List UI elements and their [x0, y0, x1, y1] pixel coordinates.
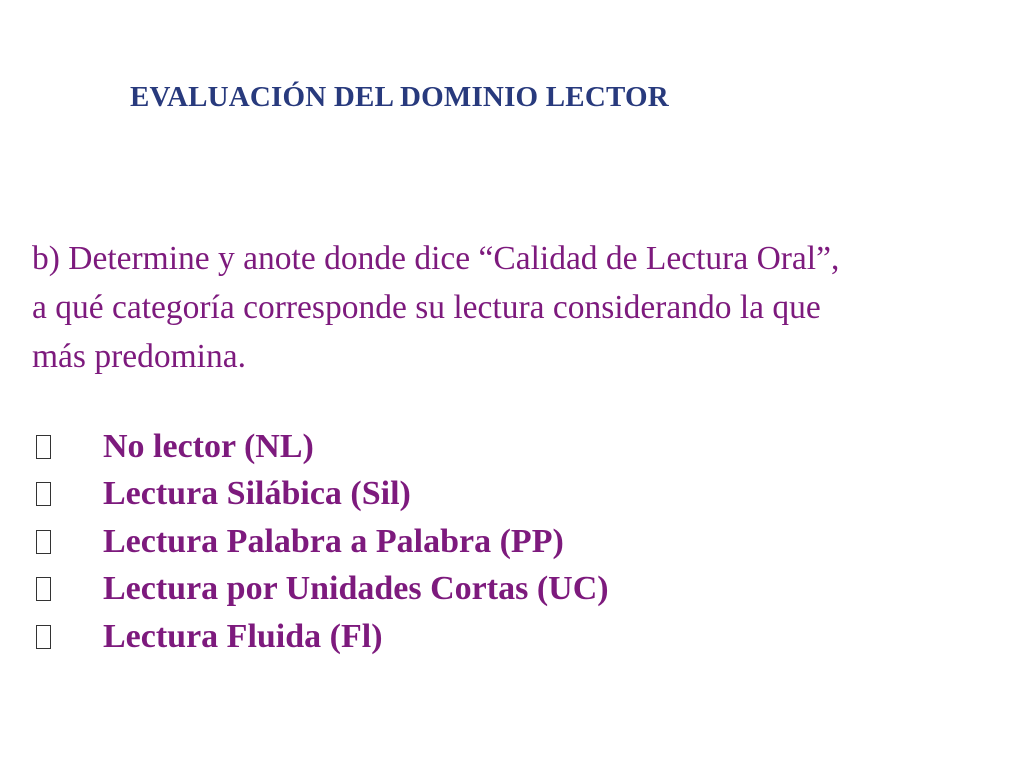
category-label: Lectura por Unidades Cortas (UC) [103, 570, 609, 608]
reading-category-list [32, 423, 609, 661]
category-label: Lectura Palabra a Palabra (PP) [103, 522, 564, 560]
instruction-text [32, 234, 1007, 381]
missing-glyph-bullet-icon [36, 435, 51, 459]
instruction-line-2: a qué categoría corresponde su lectura considerando la que [32, 289, 821, 326]
instruction-line-1: b) Determine y anote donde dice “Calidad de Lectura Oral”, [32, 240, 840, 277]
slide-title: EVALUACIÓN DEL DOMINIO LECTOR [130, 81, 669, 113]
category-option-fl [32, 613, 609, 661]
category-option-pp [32, 518, 609, 566]
missing-glyph-bullet-icon [36, 482, 51, 506]
category-label: Lectura Fluida (Fl) [103, 617, 383, 655]
category-label: Lectura Silábica (Sil) [103, 475, 411, 513]
category-label: No lector (NL) [103, 427, 314, 465]
instruction-line-3: más predomina. [32, 338, 246, 375]
category-option-sil [32, 471, 609, 519]
missing-glyph-bullet-icon [36, 577, 51, 601]
category-option-nl [32, 423, 609, 471]
missing-glyph-bullet-icon [36, 530, 51, 554]
missing-glyph-bullet-icon [36, 625, 51, 649]
category-option-uc [32, 566, 609, 614]
